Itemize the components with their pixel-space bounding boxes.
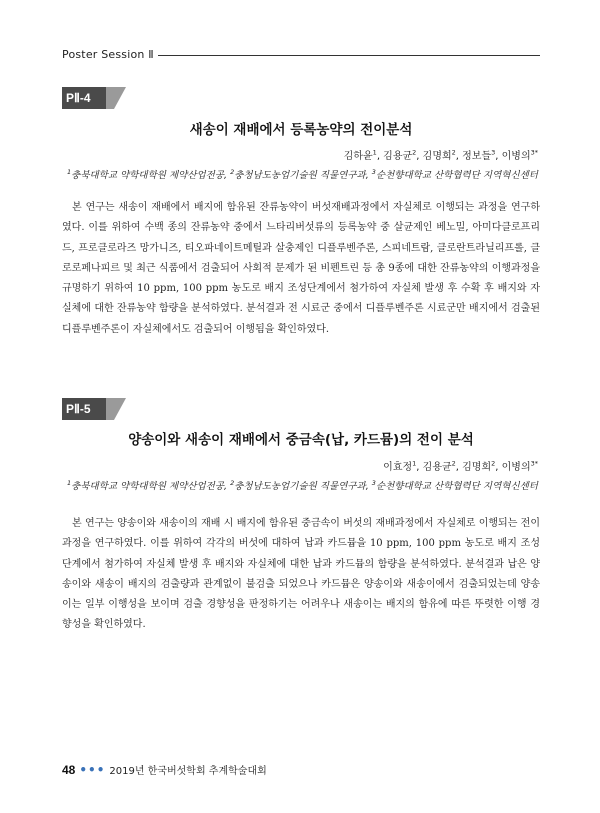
abstract-body [62, 514, 540, 636]
affiliation: 순천향대학교 산학협력단 지역혁신센터 [375, 481, 538, 492]
abstract-code: PⅡ-4 [62, 87, 106, 109]
abstract-paragraph: 본 연구는 새송이 재배에서 배지에 함유된 잔류농약이 버섯재배과정에서 자실체로 이행되는 과정을 연구하였다. 이를 위하여 수백 종의 잔류농약 중에서 느타리버섯류의 등록농약 중 살균제인 베노밀, 아미다클로프리드, 프로클로라즈 망가니즈, 티오파네이트메틸과 살충제인 디플루벤주론, 스피네트람, 클로란트라닐리프롤, 클로로페나피르 및 최근 식품에서 검출되어 사회적 문제가 된 비펜트린 등 총 9종에 대한 잔류농약의 이행과정을 규명하기 위하여 10 ppm, 100 ppm 농도로 배지 조성단계에서 첨가하여 자실체 발생 후 수확 후 배지와 자실체에 대한 잔류농약 함량을 분석하였다. 분석결과 전 시료군 중에서 디플루벤주론 시료군만 배지에서 검출된 디플루벤주론이 자실체에서도 검출되어 이행됨을 확인하였다. [62, 202, 540, 335]
author: 김용균 [422, 462, 452, 473]
author: 김명희 [422, 151, 452, 162]
affiliation: 충북대학교 약학대학원 제약산업전공, [71, 481, 228, 492]
abstract-code-badge [62, 87, 126, 109]
page-footer [62, 759, 267, 779]
abstract-title: 양송이와 새송이 재배에서 중금속(납, 카드뮴)의 전이 분석 [128, 432, 474, 448]
badge-slash-decoration [106, 87, 126, 109]
conference-name: 2019년 한국버섯학회 추계학술대회 [109, 766, 267, 777]
affiliation: 충북대학교 약학대학원 제약산업전공, [71, 170, 228, 181]
badge-slash-decoration [106, 398, 126, 420]
author: 김용균 [383, 151, 413, 162]
page-number: 48 [62, 763, 76, 777]
affiliation-line: $^1$충북대학교 약학대학원 제약산업전공, $^2$충청남도농업기술원 직물연구과, $^3$순천향대학교 산학협력단 지역혁신센터 [67, 478, 538, 492]
abstract-body [62, 198, 540, 340]
section-label: Poster Session Ⅱ [62, 48, 154, 61]
affiliation: 충청남도농업기술원 직물연구과, [234, 170, 369, 181]
author: 이병의 [501, 151, 531, 162]
header-rule [158, 55, 540, 56]
author: 정보들 [462, 151, 492, 162]
author: 김명희 [462, 462, 492, 473]
running-header [62, 48, 540, 70]
author-list: 김하윤$^1$, 김용균$^2$, 김명희$^2$, 정보들$^3$, 이병의$^{3*}$ [343, 148, 538, 162]
affiliation: 충청남도농업기술원 직물연구과, [234, 481, 369, 492]
abstract-paragraph: 본 연구는 양송이와 새송이의 재배 시 배지에 함유된 중금속이 버섯의 재배과정에서 자실체로 이행되는 전이과정을 연구하였다. 이를 위하여 각각의 버섯에 대하여 납과 카드뮴을 10 ppm, 100 ppm 농도로 배지 조성단계에서 첨가하여 자실체 발생 후 배지와 자실체에 대한 납과 카드뮴의 함량을 분석하였다. 분석결과 납은 양송이와 새송이 배지의 검출량과 관계없이 불검출 되었으나 카드뮴은 양송이와 새송이에서 검출되었는데 양송이는 일부 이행성을 보이며 검출 경향성을 판정하기는 어려우나 새송이는 배지의 함유에 따른 뚜렷한 이행 경향성을 확인하였다. [62, 518, 540, 631]
author: 김하윤 [343, 151, 373, 162]
author: 이효정 [383, 462, 413, 473]
abstract-code-badge [62, 398, 126, 420]
abstract-title: 새송이 재배에서 등록농약의 전이분석 [189, 122, 413, 138]
affiliation-line: $^1$충북대학교 약학대학원 제약산업전공, $^2$충청남도농업기술원 직물연구과, $^3$순천향대학교 산학협력단 지역혁신센터 [67, 167, 538, 181]
footer-dots: ••• [79, 763, 106, 777]
affiliation: 순천향대학교 산학협력단 지역혁신센터 [375, 170, 538, 181]
abstract-code: PⅡ-5 [62, 398, 106, 420]
author: 이병의 [501, 462, 531, 473]
author-list: 이효정$^1$, 김용균$^2$, 김명희$^2$, 이병의$^{3*}$ [383, 459, 538, 473]
